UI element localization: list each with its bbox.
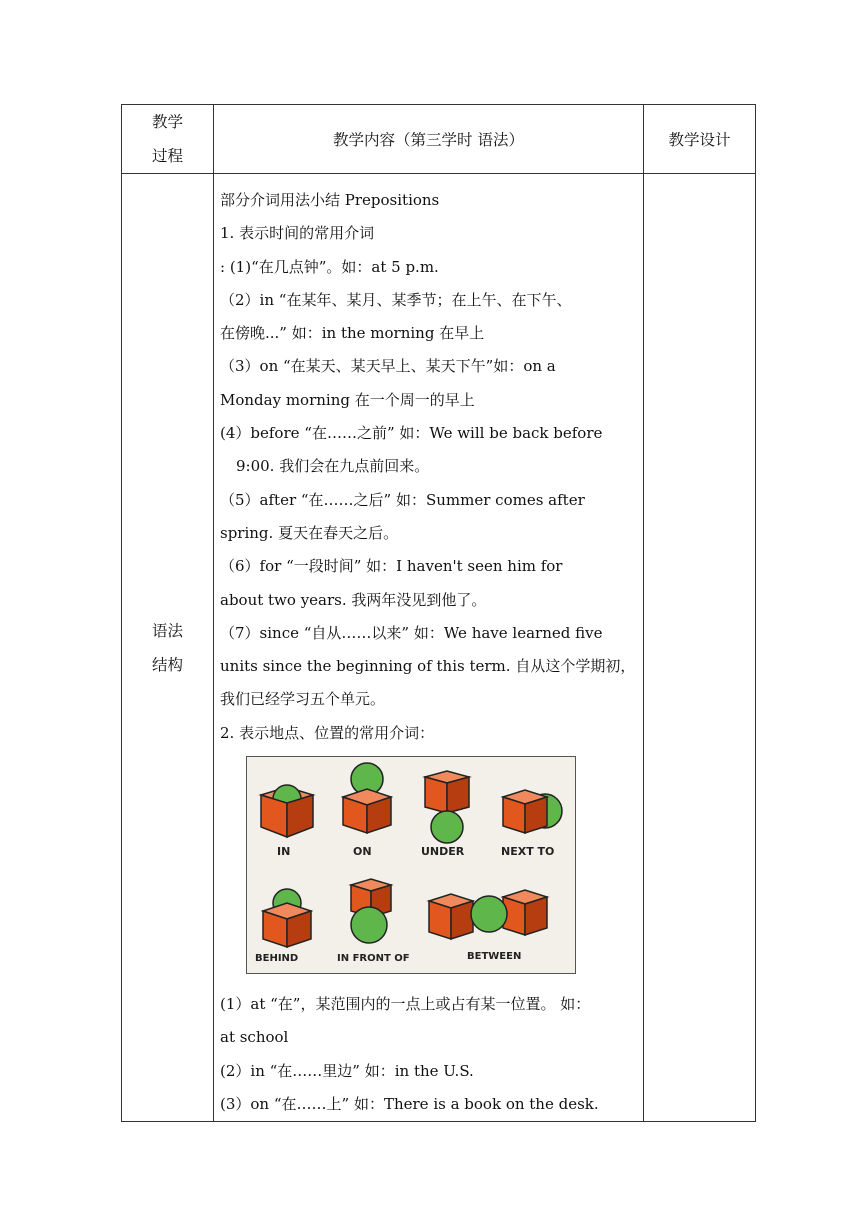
label-line1: 语法 — [151, 621, 183, 640]
between-picture — [429, 890, 547, 939]
behind-picture — [263, 889, 311, 947]
time-line: 在傍晚...” 如：in the morning 在早上 — [220, 324, 485, 343]
header-row — [122, 105, 756, 174]
time-line: （7）since “自从……以来” 如：We have learned five — [220, 623, 603, 642]
grammar-row — [122, 174, 756, 1122]
place-line: (1）at “在”，某范围内的一点上或占有某一位置。 如： — [220, 995, 591, 1014]
header-design-cell: 教学设计 — [644, 105, 756, 174]
time-line: （2）in “在某年、某月、某季节；在上午、在下午、 — [220, 290, 572, 309]
time-line: Monday morning 在一个周一的早上 — [220, 390, 475, 409]
intro-line: 部分介词用法小结 Prepositions — [220, 191, 440, 209]
time-line: 我们已经学习五个单元。 — [220, 690, 386, 709]
time-line: （6）for “一段时间” 如：I haven't seen him for — [220, 557, 563, 576]
on-picture — [343, 763, 391, 833]
label-between: BETWEEN — [467, 951, 522, 963]
grammar-content-cell — [214, 174, 644, 1122]
place-line: at school — [220, 1028, 289, 1047]
label-under: UNDER — [421, 845, 465, 859]
in-picture — [261, 785, 313, 837]
time-line: about two years. 我两年没见到他了。 — [220, 590, 487, 609]
label-behind: BEHIND — [255, 953, 299, 965]
prepositions-illustration — [246, 756, 576, 974]
header-process-line1: 教学 — [151, 113, 183, 131]
time-line: （3）on “在某天、某天早上、某天下午”如：on a — [220, 357, 556, 376]
prepositions-svg — [247, 757, 575, 973]
next-to-picture — [503, 790, 562, 833]
time-line: 9:00. 我们会在九点前回来。 — [236, 457, 430, 476]
grammar-structure-label — [122, 174, 214, 1122]
in-front-of-picture — [351, 879, 391, 943]
label-in: IN — [277, 845, 291, 859]
place-line: (2）in “在……里边” 如：in the U.S. — [220, 1061, 474, 1080]
time-line: : (1)“在几点钟”。如：at 5 p.m. — [220, 257, 439, 276]
label-in-front-of: IN FRONT OF — [337, 953, 410, 965]
place-line: (3）on “在……上” 如：There is a book on the desk. — [220, 1094, 599, 1113]
place-heading: 2. 表示地点、位置的常用介词： — [220, 723, 435, 742]
time-line: units since the beginning of this term. 自从这个学期初， — [220, 657, 636, 676]
header-content-cell: 教学内容（第三学时 语法） — [214, 105, 644, 174]
under-picture — [425, 771, 469, 843]
time-line: （5）after “在……之后” 如：Summer comes after — [220, 490, 585, 509]
label-on: ON — [353, 845, 372, 859]
label-line2: 结构 — [151, 655, 183, 674]
lesson-table — [121, 104, 756, 1122]
design-cell — [644, 174, 756, 1122]
time-line: (4）before “在……之前” 如：We will be back before — [220, 424, 603, 443]
label-next-to: NEXT TO — [501, 845, 555, 859]
header-process-cell — [122, 105, 214, 174]
time-heading: 1. 表示时间的常用介词 — [220, 224, 375, 243]
time-line: spring. 夏天在春天之后。 — [220, 523, 399, 542]
header-process-line2: 过程 — [151, 147, 183, 165]
